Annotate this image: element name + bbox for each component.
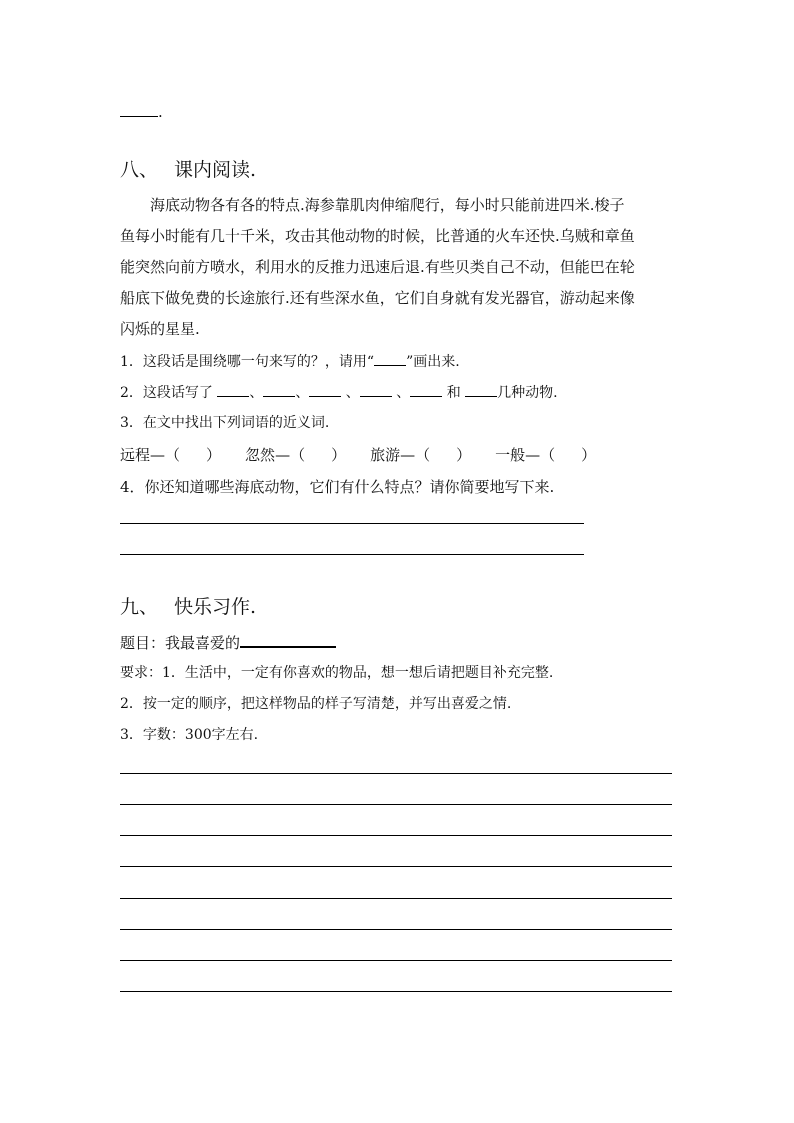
- requirement-line: 要求：1．生活中，一定有你喜欢的物品，想一想后请把题目补充完整.: [120, 665, 554, 681]
- answer-blank[interactable]: [217, 382, 249, 397]
- period-text: .: [158, 103, 163, 121]
- answer-blank[interactable]: [309, 382, 341, 397]
- requirement-line: 2．按一定的顺序，把这样物品的样子写清楚，并写出喜爱之情.: [120, 696, 512, 712]
- writing-line[interactable]: [120, 835, 672, 836]
- question-2: 2．这段话写了 、 、 、 、 和 几种动物.: [120, 382, 558, 403]
- writing-line[interactable]: [120, 804, 672, 805]
- writing-line[interactable]: [120, 773, 672, 774]
- section-title: 课内阅读.: [174, 159, 257, 181]
- answer-blank[interactable]: [374, 351, 406, 366]
- topic-blank[interactable]: [240, 632, 336, 648]
- answer-blank[interactable]: [360, 382, 392, 397]
- section-8-heading: [120, 158, 256, 182]
- synonym-item: 忽然—（ ）: [245, 446, 347, 464]
- synonym-item: 旅游—（ ）: [370, 446, 472, 464]
- answer-line[interactable]: [120, 554, 584, 555]
- passage-line: 鱼每小时能有几十千米，攻击其他动物的时候，比普通的火车还快.乌贼和章鱼: [120, 227, 635, 245]
- question-3: 3．在文中找出下列词语的近义词.: [120, 415, 330, 431]
- top-answer-line: [120, 102, 163, 122]
- essay-topic: 题目：我最喜爱的: [120, 632, 336, 653]
- section-9-heading: [120, 595, 256, 619]
- synonym-item: 一般—（ ）: [495, 446, 597, 464]
- answer-line[interactable]: [120, 523, 584, 524]
- requirement-line: 3．字数：300字左右.: [120, 727, 259, 743]
- writing-line[interactable]: [120, 991, 672, 992]
- writing-line[interactable]: [120, 898, 672, 899]
- passage-line: 船底下做免费的长途旅行.还有些深水鱼，它们自身就有发光器官，游动起来像: [120, 289, 635, 307]
- passage-line: 能突然向前方喷水，利用水的反推力迅速后退.有些贝类自己不动，但能巴在轮: [120, 258, 635, 276]
- answer-blank[interactable]: [410, 382, 442, 397]
- writing-line[interactable]: [120, 960, 672, 961]
- synonym-item: 远程—（ ）: [120, 446, 222, 464]
- answer-blank[interactable]: [263, 382, 295, 397]
- question-4: 4．你还知道哪些海底动物，它们有什么特点？请你简要地写下来.: [120, 478, 555, 496]
- section-number: 八、: [120, 159, 159, 181]
- synonym-row: [120, 445, 596, 465]
- question-1: 1．这段话是围绕哪一句来写的？，请用“ ”画出来.: [120, 351, 460, 372]
- writing-line[interactable]: [120, 866, 672, 867]
- passage-line: 闪烁的星星.: [120, 320, 200, 338]
- answer-blank[interactable]: [465, 382, 497, 397]
- section-title: 快乐习作.: [174, 596, 257, 618]
- passage-line: 海底动物各有各的特点.海参靠肌肉伸缩爬行，每小时只能前进四米.梭子: [150, 196, 625, 214]
- answer-blank[interactable]: [120, 102, 158, 117]
- section-number: 九、: [120, 596, 159, 618]
- writing-line[interactable]: [120, 929, 672, 930]
